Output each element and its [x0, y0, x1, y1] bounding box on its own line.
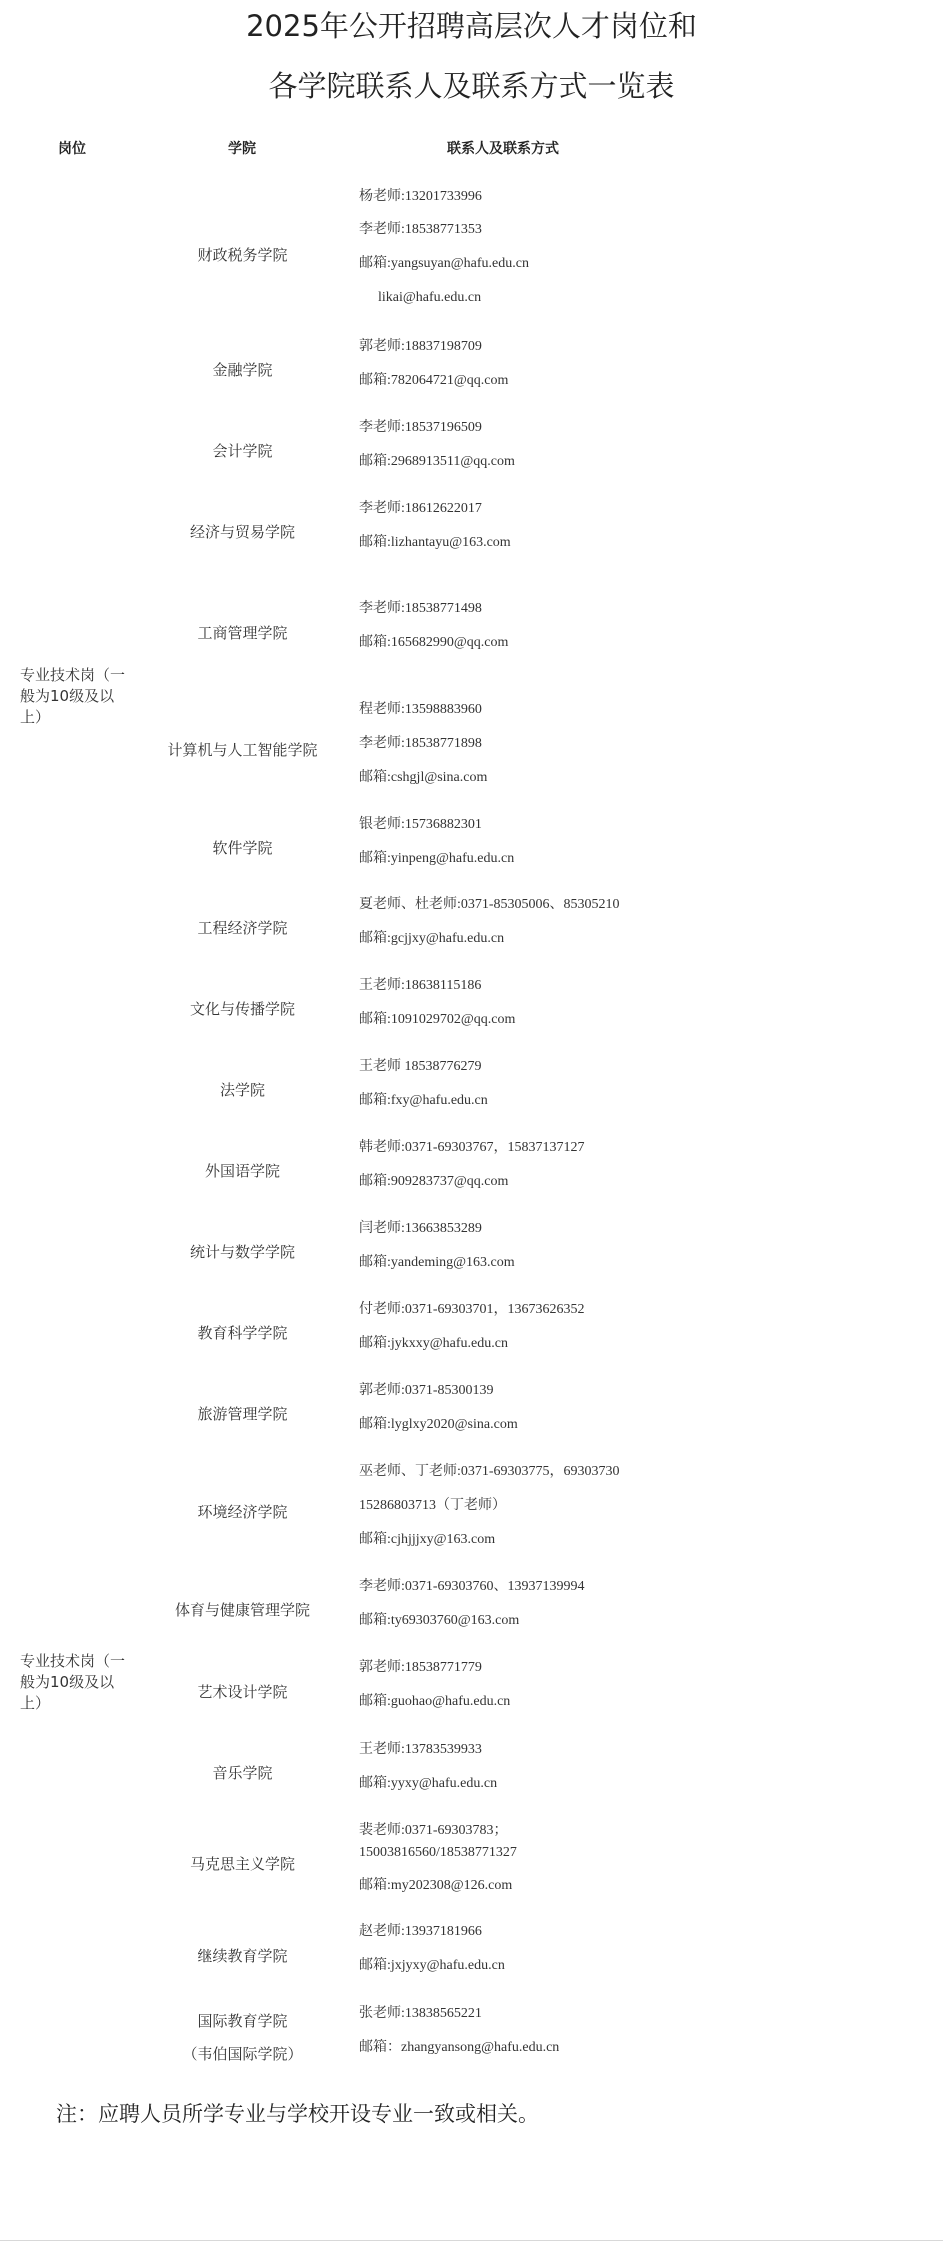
contact-phone: 王老师:18638115186 [359, 978, 482, 993]
contact-email: 邮箱:ty69303760@163.com [359, 1613, 520, 1628]
college-name-line: 音乐学院 [212, 1764, 273, 1782]
college-name [155, 1997, 330, 2079]
college-name-line: 教育科学学院 [197, 1324, 288, 1342]
college-name-line: 外国语学院 [204, 1162, 280, 1180]
college-name [155, 1915, 330, 1997]
contact-phone: 李老师:18537196509 [359, 420, 482, 435]
contact-phone: 李老师:18538771898 [359, 736, 482, 751]
college-name [155, 492, 330, 573]
college-name [155, 1212, 330, 1293]
college-name [155, 330, 330, 411]
college-name [155, 1570, 330, 1651]
college-name-line: （韦伯国际学院） [182, 2045, 303, 2063]
contact-phone: 闫老师:13663853289 [359, 1221, 482, 1236]
table-row [0, 411, 943, 492]
contact-email: likai@hafu.edu.cn [378, 290, 482, 305]
college-name-line: 旅游管理学院 [197, 1405, 288, 1423]
college-name [155, 1374, 330, 1455]
table-row [0, 1131, 943, 1212]
table-row [0, 1293, 943, 1374]
college-name-line: 体育与健康管理学院 [174, 1601, 310, 1619]
contact-email: 邮箱:2968913511@qq.com [359, 454, 515, 469]
contact-phone: 王老师 18538776279 [359, 1059, 482, 1074]
contact-phone: 夏老师、杜老师:0371-85305006、85305210 [359, 897, 620, 912]
college-name [155, 1455, 330, 1570]
contact-phone: 付老师:0371-69303701，13673626352 [359, 1302, 585, 1317]
table-row [0, 1455, 943, 1570]
contact-email: 邮箱：zhangyansong@hafu.edu.cn [359, 2040, 560, 2055]
contact-email: 邮箱:gcjjxy@hafu.edu.cn [359, 931, 505, 946]
table-row [0, 888, 943, 969]
table-row [0, 1814, 943, 1915]
contact-phone: 郭老师:0371-85300139 [359, 1383, 494, 1398]
contact-email: 邮箱:yinpeng@hafu.edu.cn [359, 851, 515, 866]
contact-phone: 张老师:13838565221 [359, 2006, 482, 2021]
college-name [155, 808, 330, 888]
college-name [155, 969, 330, 1050]
college-name-line: 金融学院 [212, 361, 273, 379]
table-row [0, 808, 943, 888]
contact-phone: 韩老师:0371-69303767，15837137127 [359, 1140, 585, 1155]
contact-email: 邮箱:782064721@qq.com [359, 373, 509, 388]
table-row [0, 1570, 943, 1651]
table-row [0, 969, 943, 1050]
table-row [0, 1651, 943, 1733]
contact-phone: 李老师:0371-69303760、13937139994 [359, 1579, 585, 1594]
college-name [155, 1651, 330, 1733]
college-name-line: 计算机与人工智能学院 [167, 741, 318, 759]
header-post: 岗位 [58, 141, 86, 157]
table-row [0, 330, 943, 411]
college-name-line: 环境经济学院 [197, 1503, 288, 1521]
contact-phone: 裴老师:0371-69303783；15003816560/18538771327 [359, 1823, 517, 1860]
contact-email: 邮箱:cjhjjjxy@163.com [359, 1532, 496, 1547]
contact-phone: 巫老师、丁老师:0371-69303775，69303730 [359, 1464, 620, 1479]
college-name-line: 软件学院 [212, 838, 273, 857]
contact-phone: 李老师:18538771353 [359, 222, 482, 237]
header-college: 学院 [228, 141, 256, 157]
college-name-line: 继续教育学院 [197, 1946, 288, 1965]
page-title-line-1: 2025年公开招聘高层次人才岗位和 [246, 9, 697, 43]
college-name [155, 1814, 330, 1915]
contact-phone: 赵老师:13937181966 [359, 1924, 482, 1939]
contact-phone: 李老师:18538771498 [359, 601, 482, 616]
contact-email: 邮箱:1091029702@qq.com [359, 1012, 516, 1027]
contact-email: 邮箱:my202308@126.com [359, 1878, 513, 1893]
page-title-line-2: 各学院联系人及联系方式一览表 [268, 69, 675, 103]
contact-phone: 15286803713（丁老师） [359, 1498, 506, 1513]
college-name [155, 180, 330, 330]
post-label-lower: 专业技术岗（一般为10级及以上） [20, 1652, 126, 1712]
college-name-line: 国际教育学院 [197, 2012, 288, 2030]
header-contact: 联系人及联系方式 [447, 141, 559, 157]
college-name-line: 财政税务学院 [197, 245, 288, 264]
table-row [0, 573, 943, 693]
college-name-line: 艺术设计学院 [197, 1682, 288, 1701]
table-row [0, 1374, 943, 1455]
contact-email: 邮箱:165682990@qq.com [359, 635, 509, 650]
college-name-line: 文化与传播学院 [189, 1000, 295, 1018]
contact-email: 邮箱:yandeming@163.com [359, 1255, 515, 1270]
contact-email: 邮箱:yyxy@hafu.edu.cn [359, 1776, 498, 1791]
college-name [155, 693, 330, 808]
college-name [155, 573, 330, 693]
contact-email: 邮箱:guohao@hafu.edu.cn [359, 1694, 511, 1709]
contact-email: 邮箱:yangsuyan@hafu.edu.cn [359, 256, 529, 271]
college-name [155, 411, 330, 492]
contact-email: 邮箱:cshgjl@sina.com [359, 770, 488, 785]
contact-phone: 郭老师:18538771779 [359, 1660, 482, 1675]
table-row [0, 492, 943, 573]
college-name-line: 统计与数学学院 [189, 1243, 295, 1261]
post-label-upper: 专业技术岗（一般为10级及以上） [20, 666, 126, 726]
contact-email: 邮箱:fxy@hafu.edu.cn [359, 1093, 488, 1108]
table-row [0, 693, 943, 808]
contact-email: 邮箱:909283737@qq.com [359, 1174, 509, 1189]
footnote: 注：应聘人员所学专业与学校开设专业一致或相关。 [56, 2102, 539, 2126]
table-row [0, 180, 943, 330]
table-row [0, 1997, 943, 2079]
table-row [0, 1050, 943, 1131]
college-name [155, 1131, 330, 1212]
table-row [0, 1915, 943, 1997]
contact-email: 邮箱:jykxxy@hafu.edu.cn [359, 1336, 508, 1351]
contact-phone: 程老师:13598883960 [359, 702, 482, 717]
contact-phone: 杨老师:13201733996 [359, 189, 482, 204]
college-name-line: 工商管理学院 [197, 623, 288, 642]
contact-email: 邮箱:lyglxy2020@sina.com [359, 1417, 518, 1432]
college-name-line: 经济与贸易学院 [189, 523, 295, 541]
college-name-line: 工程经济学院 [197, 919, 288, 937]
contact-email: 邮箱:lizhantayu@163.com [359, 535, 511, 550]
table-row [0, 1212, 943, 1293]
college-name-line: 会计学院 [212, 442, 273, 460]
college-name-line: 法学院 [219, 1081, 265, 1099]
contact-phone: 王老师:13783539933 [359, 1742, 482, 1757]
contact-phone: 郭老师:18837198709 [359, 339, 482, 354]
college-name [155, 1050, 330, 1131]
college-name [155, 888, 330, 969]
table-row [0, 1733, 943, 1814]
contact-phone: 银老师:15736882301 [359, 817, 482, 832]
contact-email: 邮箱:jxjyxy@hafu.edu.cn [359, 1958, 505, 1973]
college-name [155, 1733, 330, 1814]
divider [0, 2240, 943, 2241]
contact-phone: 李老师:18612622017 [359, 501, 482, 516]
college-name-line: 马克思主义学院 [189, 1855, 295, 1873]
college-name [155, 1293, 330, 1374]
